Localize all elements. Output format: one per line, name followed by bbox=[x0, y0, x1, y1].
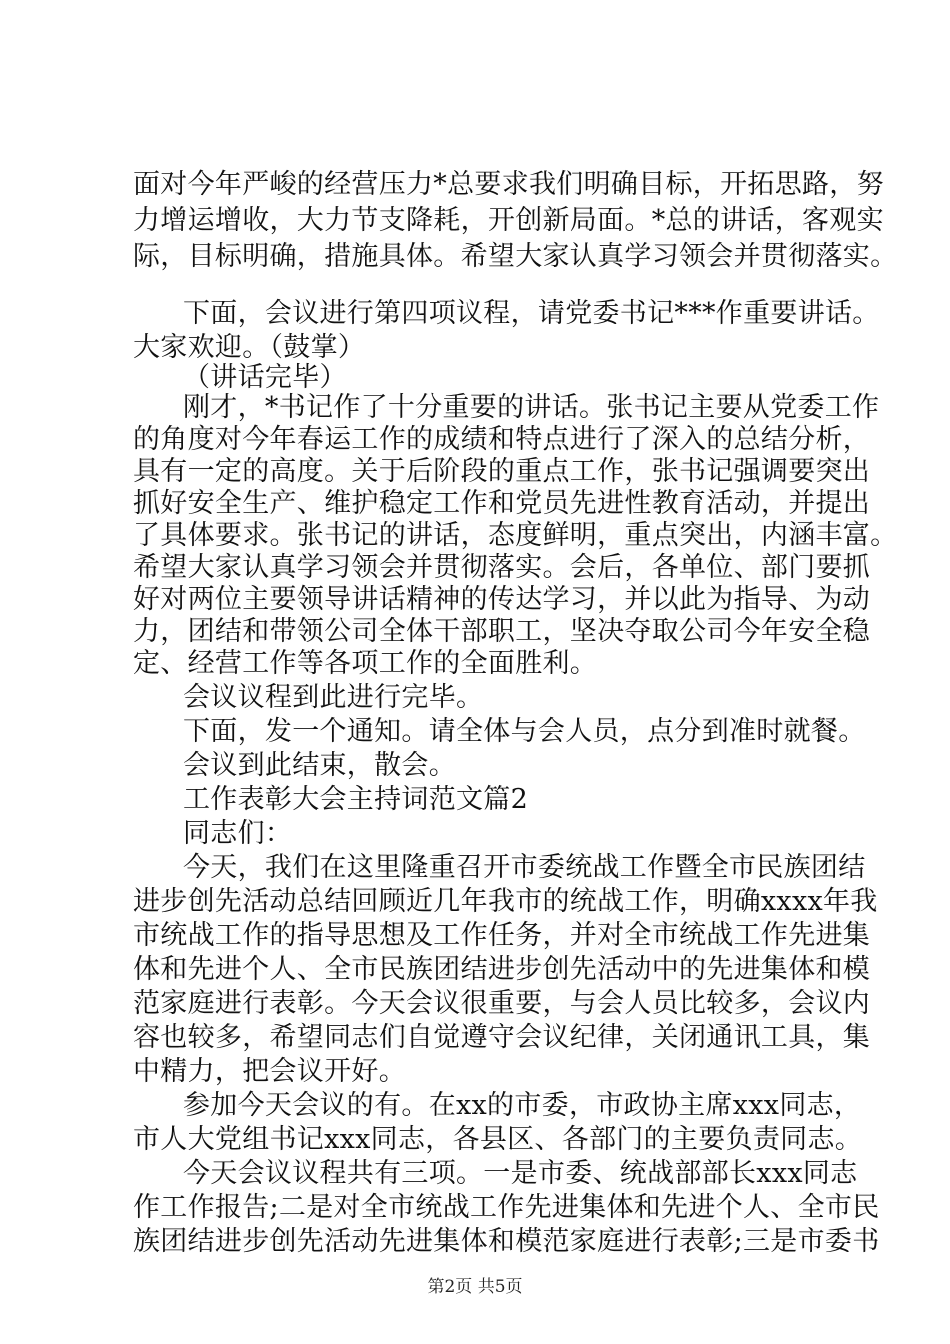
text-line: 参加今天会议的有。在xx的市委，市政协主席xxx同志， bbox=[183, 1090, 862, 1121]
salutation: 同志们： bbox=[183, 818, 293, 849]
text-line: 抓好安全生产、维护稳定工作和党员先进性教育活动，并提出 bbox=[133, 488, 871, 519]
text-line: 市统战工作的指导思想及工作任务，并对全市统战工作先进集 bbox=[133, 920, 871, 951]
text-line: 力，团结和带领公司全体干部职工，坚决夺取公司今年安全稳 bbox=[133, 616, 871, 647]
text-line: 希望大家认真学习领会并贯彻落实。会后，各单位、部门要抓 bbox=[133, 552, 871, 583]
text-line: 好对两位主要领导讲话精神的传达学习，并以此为指导、为动 bbox=[133, 584, 871, 615]
text-line: 具有一定的高度。关于后阶段的重点工作，张书记强调要突出 bbox=[133, 456, 871, 487]
text-line: 力增运增收，大力节支降耗，开创新局面。*总的讲话，客观实 bbox=[133, 205, 884, 236]
text-line: 际，目标明确，措施具体。希望大家认真学习领会并贯彻落实。 bbox=[133, 241, 898, 272]
text-line: 会议议程到此进行完毕。 bbox=[183, 682, 484, 713]
text-line: （讲话完毕） bbox=[183, 362, 347, 393]
text-line: 中精力，把会议开好。 bbox=[133, 1056, 406, 1087]
text-line: 今天会议议程共有三项。一是市委、统战部部长xxx同志 bbox=[183, 1158, 858, 1189]
text-line: 会议到此结束，散会。 bbox=[183, 750, 456, 781]
text-line: 下面，发一个通知。请全体与会人员，点分到准时就餐。 bbox=[183, 716, 866, 747]
text-line: 体和先进个人、全市民族团结进步创先活动中的先进集体和模 bbox=[133, 954, 871, 985]
text-line: 面对今年严峻的经营压力*总要求我们明确目标，开拓思路，努 bbox=[133, 169, 884, 200]
text-line: 族团结进步创先活动先进集体和模范家庭进行表彰;三是市委书 bbox=[133, 1226, 880, 1257]
text-line: 作工作报告;二是对全市统战工作先进集体和先进个人、全市民 bbox=[133, 1192, 880, 1223]
text-line: 大家欢迎。（鼓掌） bbox=[133, 332, 366, 363]
text-line: 定、经营工作等各项工作的全面胜利。 bbox=[133, 648, 598, 679]
text-line: 范家庭进行表彰。今天会议很重要，与会人员比较多，会议内 bbox=[133, 988, 871, 1019]
text-line: 市人大党组书记xxx同志，各县区、各部门的主要负责同志。 bbox=[133, 1124, 863, 1155]
text-line: 下面，会议进行第四项议程，请党委书记***作重要讲话。 bbox=[183, 298, 880, 329]
text-line: 的角度对今年春运工作的成绩和特点进行了深入的总结分析， bbox=[133, 424, 871, 455]
text-line: 容也较多，希望同志们自觉遵守会议纪律，关闭通讯工具，集 bbox=[133, 1022, 871, 1053]
page-footer: 第2页 共5页 bbox=[427, 1277, 523, 1297]
text-line: 了具体要求。张书记的讲话，态度鲜明，重点突出，内涵丰富。 bbox=[133, 520, 898, 551]
section-heading: 工作表彰大会主持词范文篇2 bbox=[183, 784, 529, 815]
text-line: 今天，我们在这里隆重召开市委统战工作暨全市民族团结 bbox=[183, 852, 866, 883]
text-line: 刚才，*书记作了十分重要的讲话。张书记主要从党委工作 bbox=[183, 392, 880, 423]
text-line: 进步创先活动总结回顾近几年我市的统战工作，明确xxxx年我 bbox=[133, 886, 878, 917]
